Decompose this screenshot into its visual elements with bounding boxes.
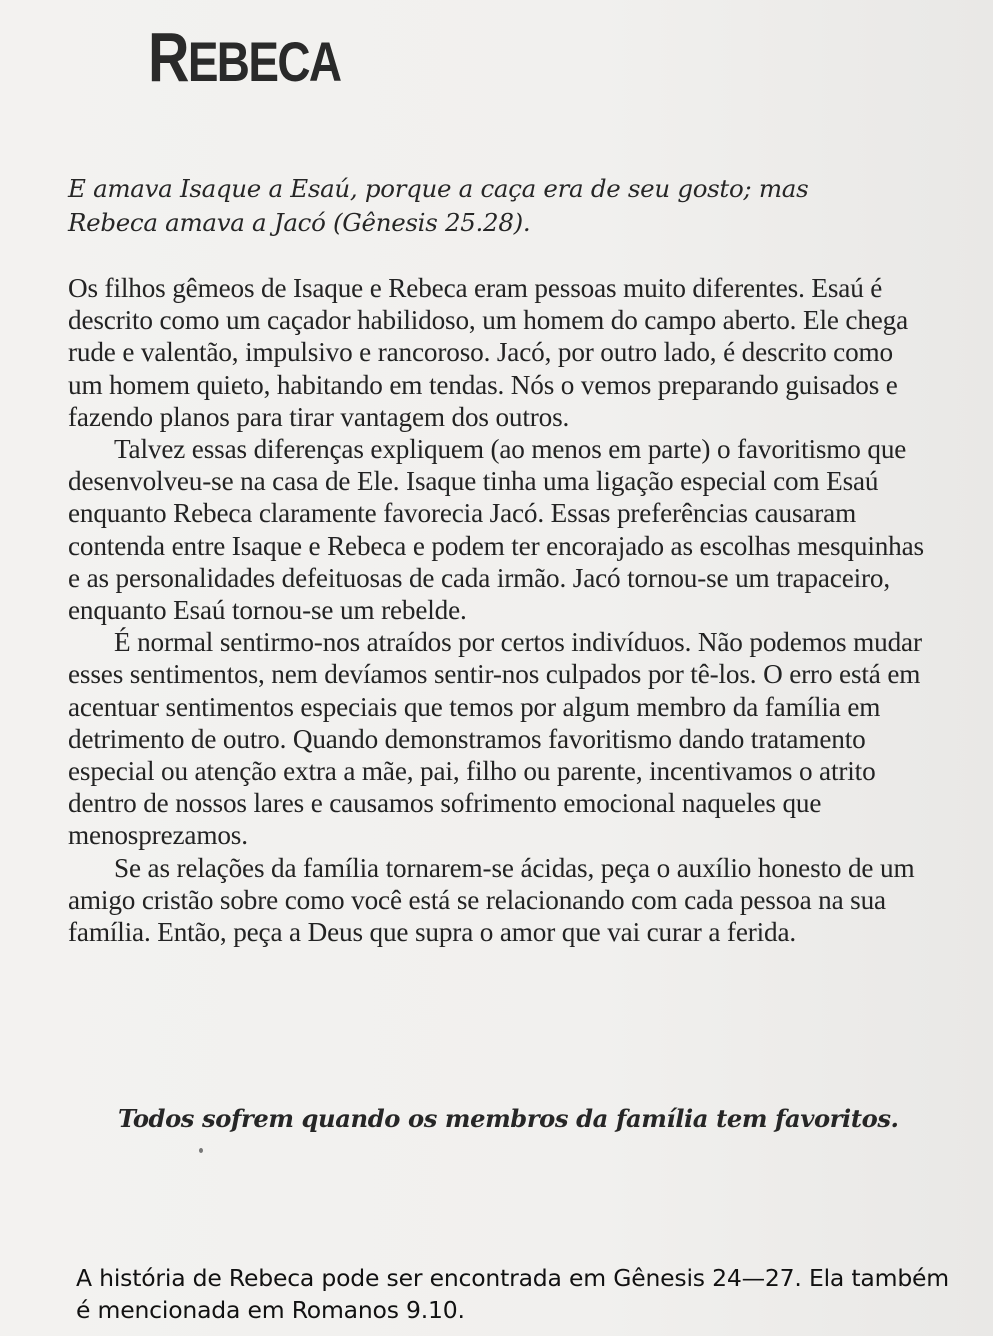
paragraph-3: É normal sentirmo-nos atraídos por certos indivíduos. Não podemos mudar esses sentimentos, nem devíamos sentir-nos culpados por tê-los. O erro está em acentuar sentimentos especiais que temos por algum membro da família em detrimento de outro. Quando demonstramos favoritismo dando tratamento especial ou atenção extra a mãe, pai, filho ou parente, incentivamos o atrito dentro de nossos lares e causamos sofrimento emocional naqueles que menosprezamos. (68, 627, 922, 851)
title-rest: EBECA (187, 30, 341, 93)
key-lesson: Todos sofrem quando os membros da família tem favoritos. (118, 1104, 899, 1133)
paragraph-4: Se as relações da família tornarem-se ácidas, peça o auxílio honesto de um amigo cristão sobre como você está se relacionando com cada pessoa na sua família. Então, peça a Deus que supra o amor que vai curar a ferida. (68, 852, 915, 948)
paragraph-1: Os filhos gêmeos de Isaque e Rebeca eram pessoas muito diferentes. Esaú é descrito como um caçador habilidoso, um homem do campo aberto. Ele chega rude e valentão, impulsivo e rancoroso. Jacó, por outro lado, é descrito como um homem quieto, habitando em tendas. Nós o vemos preparando guisados e fazendo planos para tirar vantagem dos outros. (68, 273, 909, 432)
scripture-reference-note: A história de Rebeca pode ser encontrada em Gênesis 24—27. Ela também é mencionada em Romanos 9.10. (76, 1264, 949, 1324)
body-text (68, 272, 924, 948)
paragraph-2: Talvez essas diferenças expliquem (ao menos em parte) o favoritismo que desenvolveu-se na casa de Ele. Isaque tinha uma ligação especial com Esaú enquanto Rebeca claramente favorecia Jacó. Essas preferências causaram contenda entre Isaque e Rebeca e podem ter encorajado as escolhas mesquinhas e as personalidades defeituosas de cada irmão. Jacó tornou-se um trapaceiro, enquanto Esaú tornou-se um rebelde. (68, 434, 924, 626)
chapter-title (148, 18, 341, 96)
title-initial: R (148, 18, 188, 96)
paper-speck (199, 1148, 203, 1153)
epigraph-verse: E amava Isaque a Esaú, porque a caça era de seu gosto; mas Rebeca amava a Jacó (Gênesis 25.28). (68, 174, 809, 237)
